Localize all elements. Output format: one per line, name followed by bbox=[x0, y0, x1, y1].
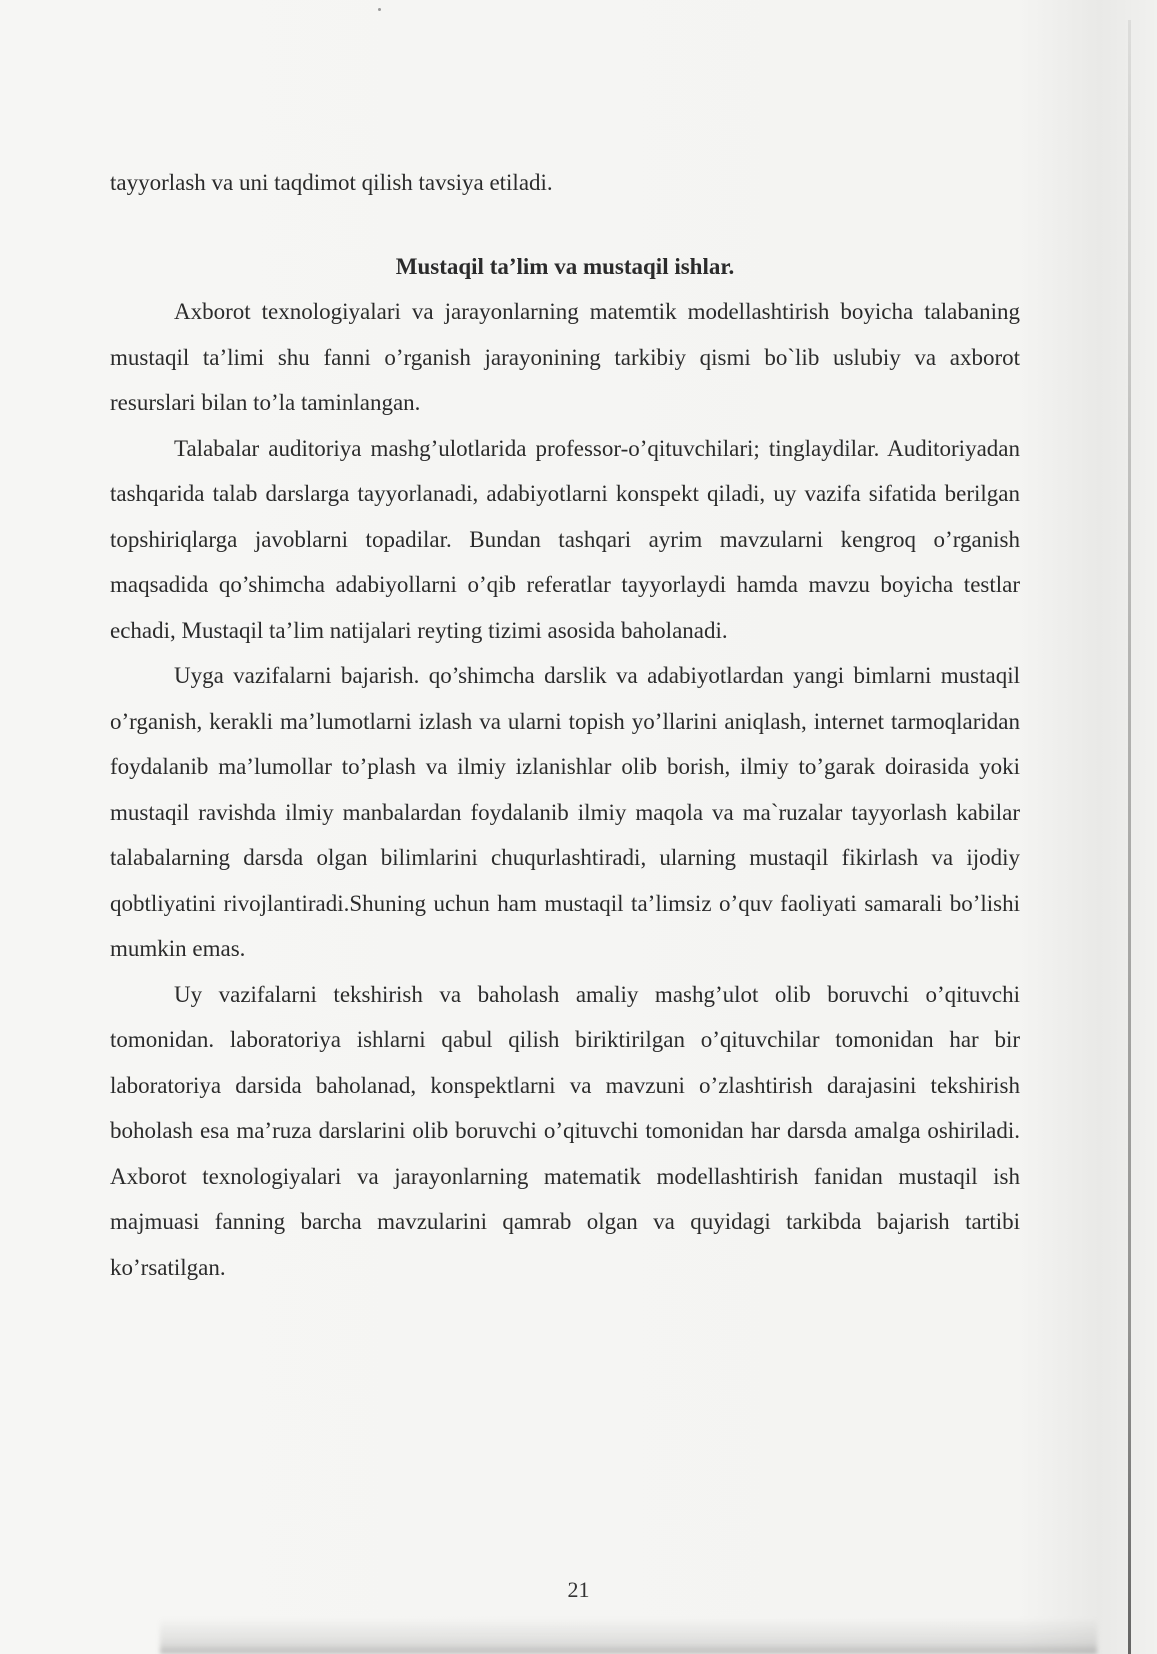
paragraph-1: Axborot texnologiyalari va jarayonlarning matemtik modellashtirish boyicha talabaning mustaqil ta’limi shu fanni o’rganish jarayonining tarkibiy qismi bo`lib uslubiy va axborot resurslari bilan to’la taminlangan. bbox=[110, 299, 1020, 415]
continuation-line: tayyorlash va uni taqdimot qilish tavsiya etiladi. bbox=[110, 170, 553, 195]
page-bottom-shadow bbox=[160, 1618, 1097, 1654]
body-text bbox=[110, 160, 1020, 1290]
section-heading: Mustaqil ta’lim va mustaqil ishlar. bbox=[395, 253, 735, 279]
paragraph-4: Uy vazifalarni tekshirish va baholash amaliy mashg’ulot olib boruvchi o’qituvchi tomonidan. laboratoriya ishlarni qabul qilish biriktirilgan o’qituvchilar tomonidan har bir laboratoriya darsida baholanad, konspektlarni va mavzuni o’zlashtirish darajasini tekshirish boholash esa ma’ruza darslarini olib boruvchi o’qituvchi tomonidan har darsda amalga oshiriladi. Axborot texnologiyalari va jarayonlarning matematik modellashtirish fanidan mustaqil ish majmuasi fanning barcha mavzularini qamrab olgan va quyidagi tarkibda bajarish tartibi ko’rsatilgan. bbox=[110, 981, 1020, 1280]
page-edge-shadow bbox=[1128, 20, 1131, 1654]
page-number: 21 bbox=[567, 1577, 590, 1602]
paragraph-3: Uyga vazifalarni bajarish. qo’shimcha darslik va adabiyotlardan yangi bimlarni mustaqil o’rganish, kerakli ma’lumotlarni izlash va ularni topish yo’llarini aniqlash, internet tarmoqlaridan foydalanib ma’lumollar to’plash va ilmiy izlanishlar olib borish, ilmiy to’garak doirasida yoki mustaqil ravishda ilmiy manbalardan foydalanib ilmiy maqola va ma`ruzalar tayyorlash kabilar talabalarning darsda olgan bilimlarini chuqurlashtiradi, ularning mustaqil fikirlash va ijodiy qobtliyatini rivojlantiradi.Shuning uchun ham mustaqil ta’limsiz o’quv faoliyati samarali bo’lishi mumkin emas. bbox=[110, 663, 1020, 961]
scan-speck bbox=[378, 8, 381, 11]
paragraph-2: Talabalar auditoriya mashg’ulotlarida professor-o’qituvchilari; tinglaydilar. Auditoriyadan tashqarida talab darslarga tayyorlanadi, adabiyotlarni konspekt qiladi, uy vazifa sifatida berilgan topshiriqlarga javoblarni topadilar. Bundan tashqari ayrim mavzularni kengroq o’rganish maqsadida qo’shimcha adabiyollarni o’qib referatlar tayyorlaydi hamda mavzu boyicha testlar echadi, Mustaqil ta’lim natijalari reyting tizimi asosida baholanadi. bbox=[110, 435, 1020, 643]
